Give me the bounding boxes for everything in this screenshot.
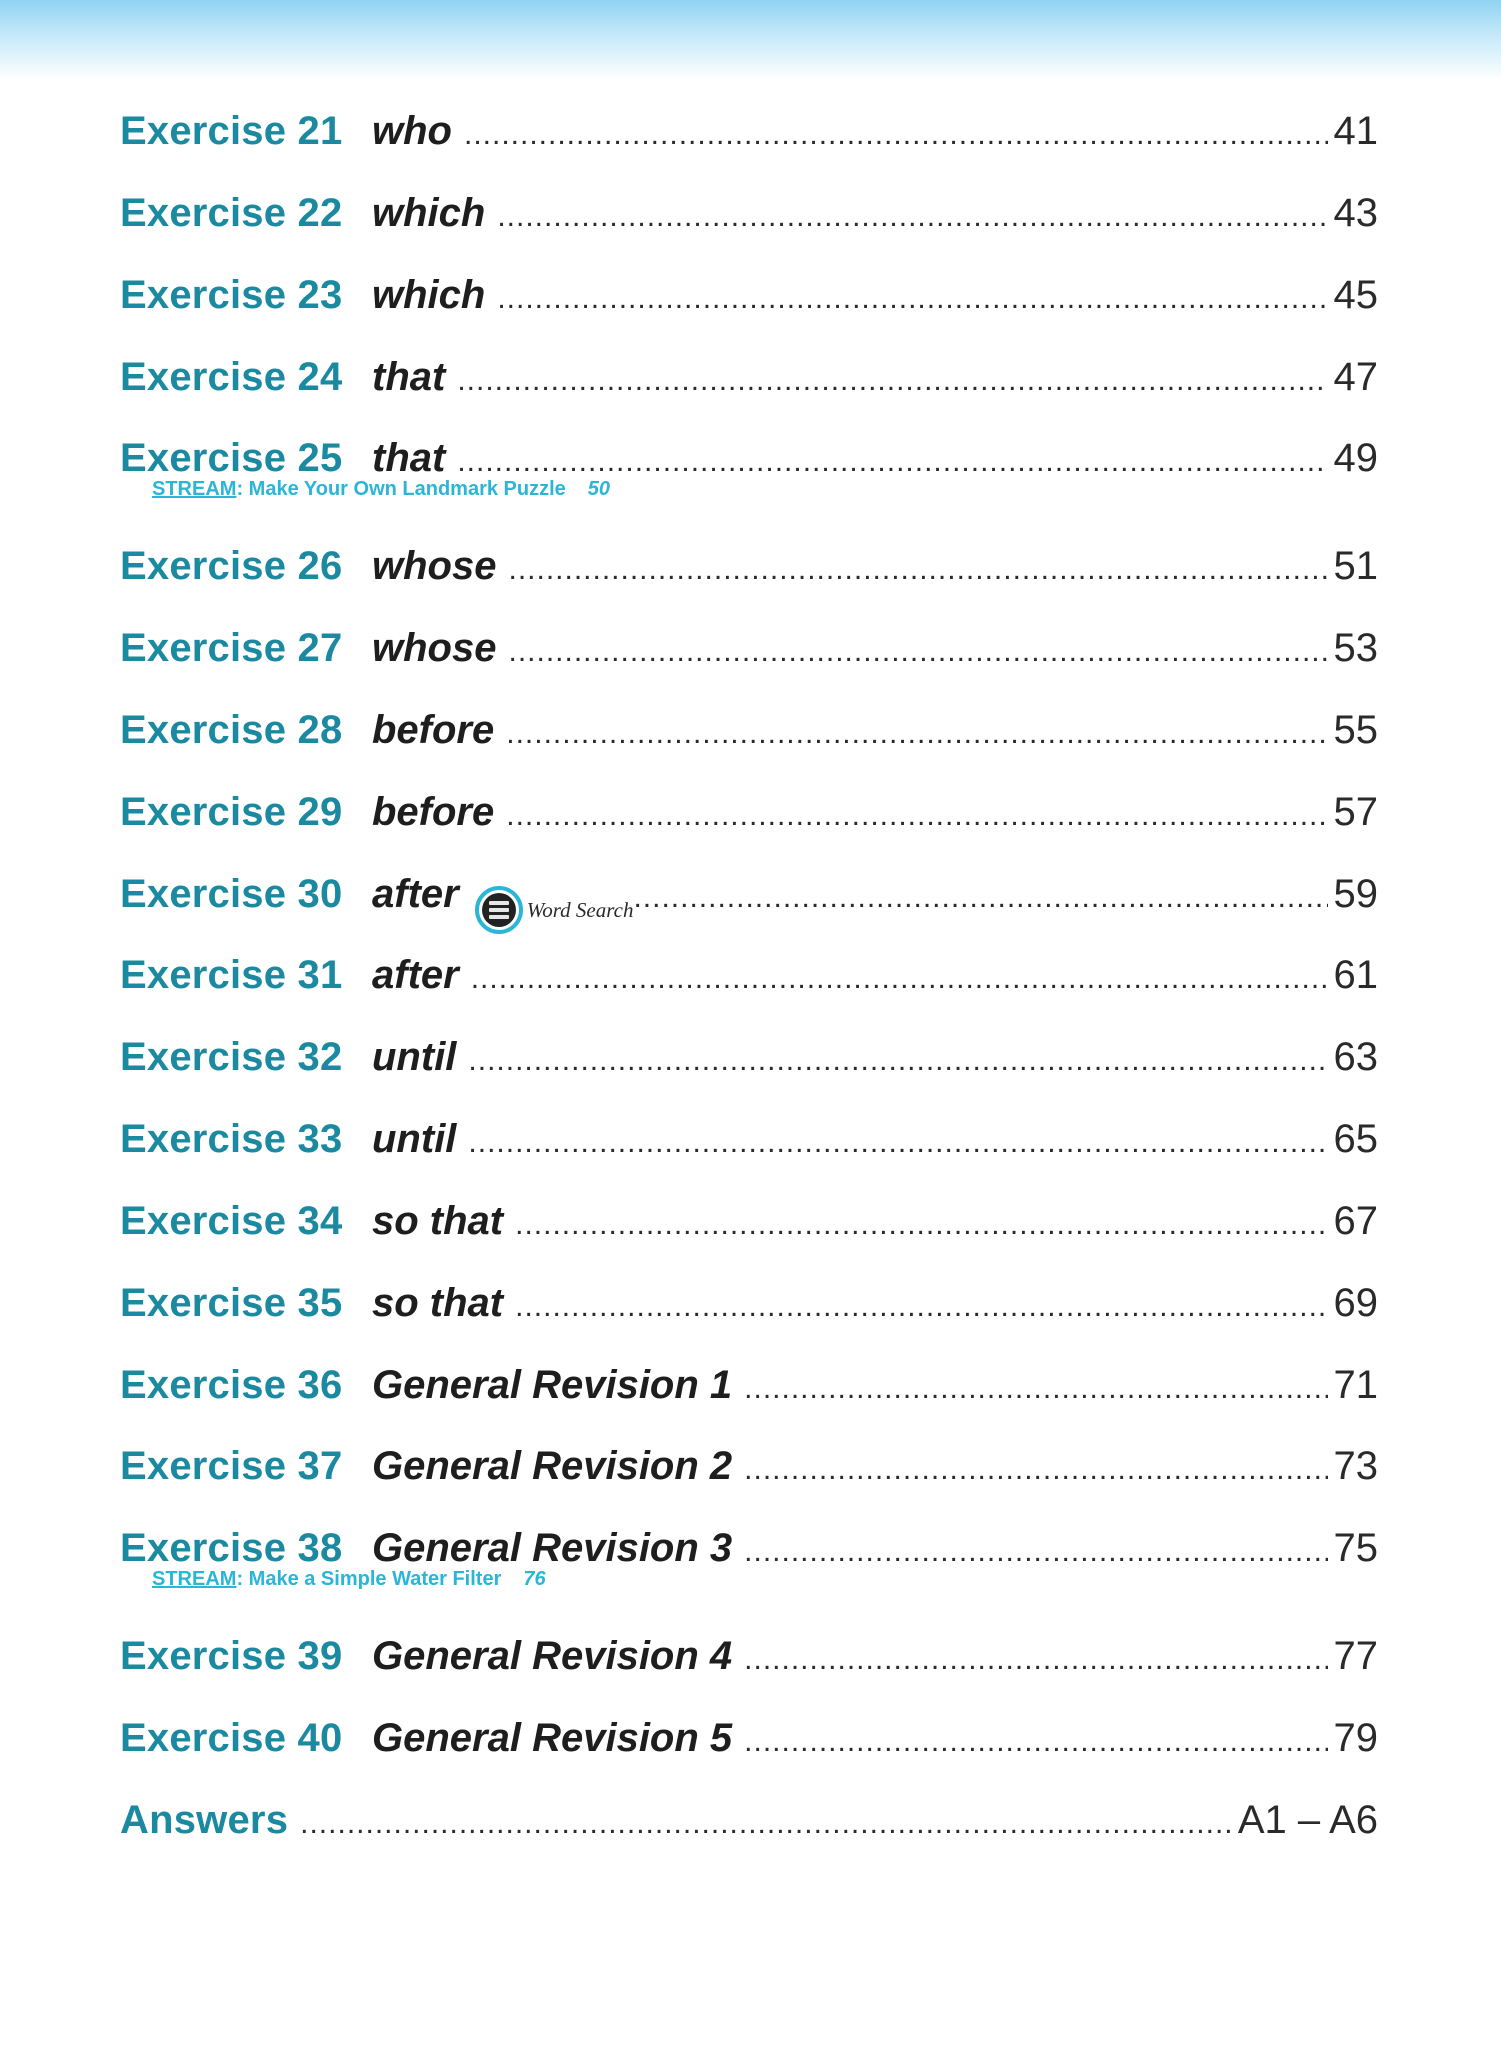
- dot-leader: [508, 624, 1327, 680]
- exercise-topic: that: [372, 355, 446, 399]
- page-number: 47: [1333, 355, 1378, 399]
- stream-page-number: 50: [587, 478, 611, 500]
- toc-row-exercise-24[interactable]: [120, 349, 1378, 405]
- exercise-topic: General Revision 3: [372, 1526, 733, 1570]
- page-number: 57: [1333, 790, 1378, 834]
- dot-leader: [744, 1524, 1327, 1580]
- dot-leader: [468, 1033, 1327, 1089]
- exercise-label: Exercise 23: [120, 273, 343, 317]
- toc-row-answers[interactable]: [120, 1792, 1378, 1848]
- page-number: 59: [1333, 872, 1378, 916]
- exercise-topic: which: [372, 191, 486, 235]
- dot-leader: [633, 870, 1327, 926]
- word-search-label: Word Search: [526, 898, 634, 922]
- page-number: 67: [1333, 1199, 1378, 1243]
- word-search-badge[interactable]: [475, 882, 634, 938]
- exercise-label: Exercise 33: [120, 1117, 343, 1161]
- toc-row-exercise-30[interactable]: [120, 866, 1378, 922]
- dot-leader: [744, 1714, 1327, 1770]
- exercise-topic: General Revision 4: [372, 1634, 733, 1678]
- dot-leader: [506, 788, 1327, 844]
- toc-row-exercise-27[interactable]: [120, 620, 1378, 676]
- exercise-label: Exercise 40: [120, 1716, 343, 1760]
- exercise-label: Exercise 38: [120, 1526, 343, 1570]
- exercise-topic: whose: [372, 626, 497, 670]
- exercise-topic: after: [372, 953, 459, 997]
- stream-prefix: STREAM: [152, 1568, 237, 1590]
- page-number: 75: [1333, 1526, 1378, 1570]
- exercise-topic: who: [372, 109, 452, 153]
- toc-row-exercise-31[interactable]: [120, 947, 1378, 1003]
- exercise-label: Exercise 30: [120, 872, 343, 916]
- toc-row-exercise-29[interactable]: [120, 784, 1378, 840]
- page-number: 63: [1333, 1035, 1378, 1079]
- exercise-label: Exercise 27: [120, 626, 343, 670]
- exercise-label: Exercise 25: [120, 436, 343, 480]
- dot-leader: [497, 271, 1327, 327]
- toc-row-exercise-33[interactable]: [120, 1111, 1378, 1167]
- exercise-label: Exercise 35: [120, 1281, 343, 1325]
- exercise-label: Exercise 26: [120, 544, 343, 588]
- dot-leader: [515, 1279, 1327, 1335]
- exercise-label: Exercise 32: [120, 1035, 343, 1079]
- toc-row-exercise-40[interactable]: [120, 1710, 1378, 1766]
- page-number: 55: [1333, 708, 1378, 752]
- exercise-label: Exercise 39: [120, 1634, 343, 1678]
- exercise-label: Exercise 36: [120, 1363, 343, 1407]
- toc-row-exercise-26[interactable]: [120, 538, 1378, 594]
- page-number: 51: [1333, 544, 1378, 588]
- page-number: 79: [1333, 1716, 1378, 1760]
- page-number: 41: [1333, 109, 1378, 153]
- exercise-topic: General Revision 2: [372, 1444, 733, 1488]
- dot-leader: [300, 1796, 1232, 1852]
- toc-row-exercise-37[interactable]: [120, 1438, 1378, 1494]
- exercise-topic: before: [372, 708, 495, 752]
- exercise-topic: whose: [372, 544, 497, 588]
- page-number: 71: [1333, 1363, 1378, 1407]
- dot-leader: [506, 706, 1327, 762]
- exercise-topic: so that: [372, 1199, 504, 1243]
- toc-row-exercise-34[interactable]: [120, 1193, 1378, 1249]
- exercise-topic: until: [372, 1117, 457, 1161]
- exercise-label: Exercise 22: [120, 191, 343, 235]
- page-number: 73: [1333, 1444, 1378, 1488]
- exercise-label: Exercise 31: [120, 953, 343, 997]
- exercise-label: Exercise 21: [120, 109, 343, 153]
- answers-label: Answers: [120, 1798, 289, 1842]
- stream-prefix: STREAM: [152, 478, 237, 500]
- page-number: 61: [1333, 953, 1378, 997]
- exercise-topic: General Revision 1: [372, 1363, 733, 1407]
- exercise-label: Exercise 34: [120, 1199, 343, 1243]
- exercise-label: Exercise 28: [120, 708, 343, 752]
- dot-leader: [464, 107, 1328, 163]
- dot-leader: [471, 951, 1328, 1007]
- dot-leader: [744, 1632, 1327, 1688]
- toc-row-exercise-28[interactable]: [120, 702, 1378, 758]
- page-number: 69: [1333, 1281, 1378, 1325]
- page-number: 45: [1333, 273, 1378, 317]
- toc-row-exercise-39[interactable]: [120, 1628, 1378, 1684]
- toc-row-exercise-35[interactable]: [120, 1275, 1378, 1331]
- dot-leader: [457, 353, 1327, 409]
- exercise-topic: so that: [372, 1281, 504, 1325]
- page-number: 53: [1333, 626, 1378, 670]
- stream-title: : Make Your Own Landmark Puzzle: [236, 478, 566, 500]
- dot-leader: [744, 1361, 1327, 1417]
- page-number: 49: [1333, 436, 1378, 480]
- exercise-topic: General Revision 5: [372, 1716, 733, 1760]
- exercise-topic: which: [372, 273, 486, 317]
- dot-leader: [744, 1442, 1327, 1498]
- stream-title: : Make a Simple Water Filter: [236, 1568, 502, 1590]
- exercise-topic: before: [372, 790, 495, 834]
- dot-leader: [515, 1197, 1327, 1253]
- word-search-icon: [475, 886, 523, 934]
- exercise-label: Exercise 37: [120, 1444, 343, 1488]
- dot-leader: [508, 542, 1327, 598]
- exercise-label: Exercise 24: [120, 355, 343, 399]
- stream-note-landmark-puzzle[interactable]: [152, 475, 610, 503]
- exercise-label: Exercise 29: [120, 790, 343, 834]
- dot-leader: [468, 1115, 1327, 1171]
- dot-leader: [497, 189, 1327, 245]
- exercise-topic: that: [372, 436, 446, 480]
- toc-row-exercise-22[interactable]: [120, 185, 1378, 241]
- answers-page-range: A1 – A6: [1237, 1798, 1378, 1842]
- toc-row-exercise-21[interactable]: [120, 103, 1378, 159]
- toc-row-exercise-23[interactable]: [120, 267, 1378, 323]
- toc-row-exercise-32[interactable]: [120, 1029, 1378, 1085]
- exercise-topic: after: [372, 872, 459, 916]
- page-number: 65: [1333, 1117, 1378, 1161]
- exercise-topic: until: [372, 1035, 457, 1079]
- toc-row-exercise-36[interactable]: [120, 1357, 1378, 1413]
- stream-note-water-filter[interactable]: [152, 1565, 546, 1593]
- page-number: 43: [1333, 191, 1378, 235]
- stream-page-number: 76: [523, 1568, 546, 1590]
- page-number: 77: [1333, 1634, 1378, 1678]
